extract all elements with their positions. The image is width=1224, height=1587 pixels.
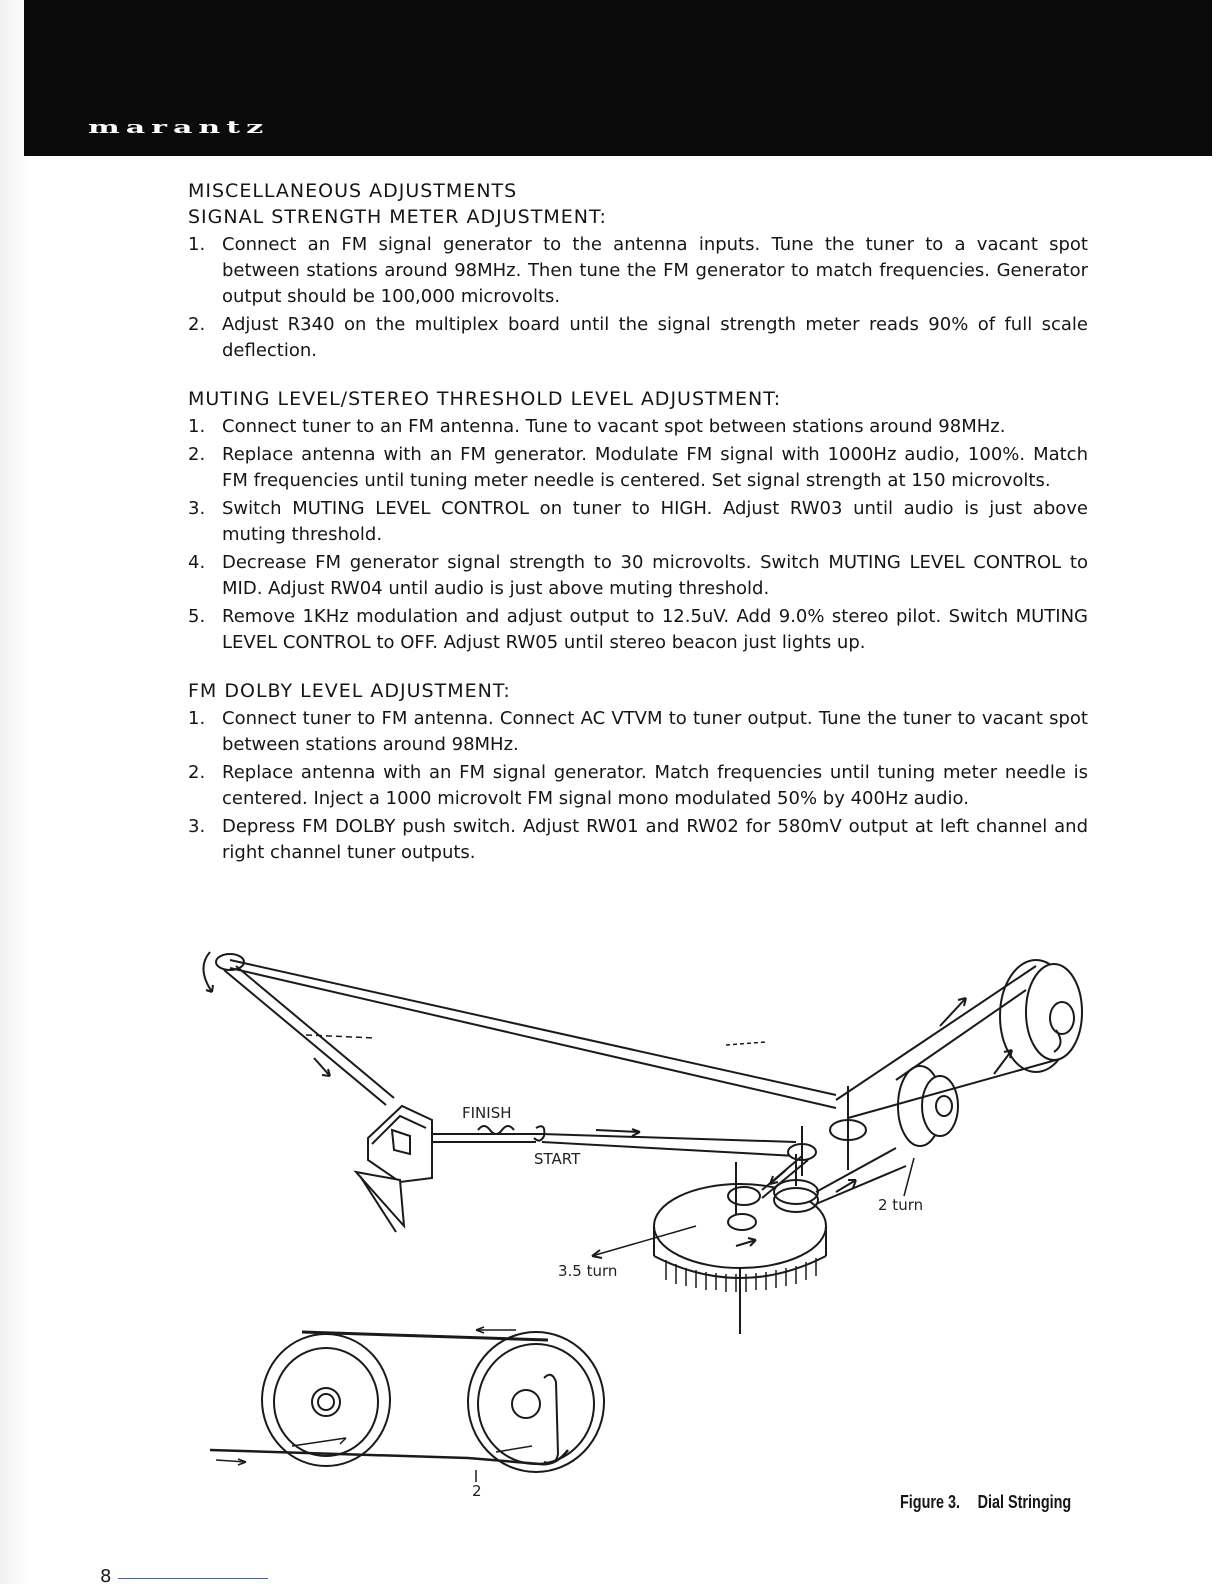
- item-number: 1.: [188, 234, 206, 255]
- two-label: 2: [472, 1482, 482, 1500]
- dial-drum: [1000, 960, 1082, 1072]
- step-list: [188, 232, 1088, 364]
- list-item: [188, 496, 1088, 548]
- marantz-logo: marantz: [88, 118, 270, 138]
- flywheel-pulley: [728, 1162, 760, 1230]
- dial-stringing-figure: [196, 930, 1116, 1530]
- section-heading: MISCELLANEOUS ADJUSTMENTS: [188, 180, 518, 202]
- item-text: Connect an FM signal generator to the antenna inputs. Tune the tuner to a vacant spot between stations around 98MHz. Then tune the FM generator to match frequencies. Generator output should be 100,000 microvolts.: [222, 234, 1088, 307]
- section-signal-strength: [188, 178, 1088, 364]
- item-number: 1.: [188, 708, 206, 729]
- item-number: 4.: [188, 552, 206, 573]
- flywheel: [654, 1184, 826, 1334]
- scan-edge: [0, 0, 30, 1584]
- three-five-turn-label: 3.5 turn: [558, 1262, 618, 1280]
- reel-inset: [210, 1327, 604, 1482]
- item-text: Depress FM DOLBY push switch. Adjust RW01 and RW02 for 580mV output at left channel and right channel tuner outputs.: [222, 816, 1088, 863]
- section-muting-level: [188, 386, 1088, 656]
- list-item: [188, 414, 1088, 440]
- arrow-left-string: [314, 1058, 330, 1076]
- section-heading: FM DOLBY LEVEL ADJUSTMENT:: [188, 680, 511, 702]
- item-number: 2.: [188, 314, 206, 335]
- step-list: [188, 706, 1088, 866]
- idler-pulley: [788, 1126, 816, 1176]
- item-text: Replace antenna with an FM signal generator. Match frequencies until tuning meter needle is centered. Inject a 1000 microvolt FM signal mono modulated 50% by 400Hz audio.: [222, 762, 1088, 809]
- figure-number: Figure 3.: [900, 1492, 961, 1512]
- figure-title: Dial Stringing: [977, 1492, 1072, 1512]
- figure-caption: [900, 1492, 1089, 1513]
- section-fm-dolby: [188, 678, 1088, 866]
- list-item: [188, 814, 1088, 866]
- section-subheading: SIGNAL STRENGTH METER ADJUSTMENT:: [188, 206, 607, 228]
- section-heading: MUTING LEVEL/STEREO THRESHOLD LEVEL ADJUSTMENT:: [188, 388, 782, 410]
- idler-pulley: [830, 1086, 866, 1170]
- list-item: [188, 550, 1088, 602]
- item-number: 2.: [188, 444, 206, 465]
- footer-rule: [118, 1578, 268, 1579]
- finish-label: FINISH: [462, 1104, 512, 1122]
- corner-pulley: [203, 952, 244, 992]
- dial-pointer: [356, 1106, 542, 1232]
- dash-mark: [726, 1042, 766, 1045]
- dash-mark: [306, 1035, 376, 1038]
- list-item: [188, 706, 1088, 758]
- dial-string-top: [230, 960, 836, 1108]
- arrow-drum: [994, 1050, 1012, 1074]
- step-list: [188, 414, 1088, 656]
- header-band: [24, 0, 1212, 156]
- item-text: Connect tuner to an FM antenna. Tune to vacant spot between stations around 98MHz.: [222, 416, 1006, 437]
- item-number: 2.: [188, 762, 206, 783]
- item-text: Remove 1KHz modulation and adjust output to 12.5uV. Add 9.0% stereo pilot. Switch MUTING LEVEL CONTROL to OFF. Adjust RW05 until stereo beacon just lights up.: [222, 606, 1088, 653]
- list-item: [188, 312, 1088, 364]
- item-number: 5.: [188, 606, 206, 627]
- start-label: START: [534, 1150, 581, 1168]
- item-text: Replace antenna with an FM generator. Modulate FM signal with 1000Hz audio, 100%. Match FM frequencies until tuning meter needle is centered. Set signal strength at 150 microvolts.: [222, 444, 1088, 491]
- list-item: [188, 232, 1088, 310]
- two-turn-label: 2 turn: [878, 1196, 924, 1214]
- item-number: 1.: [188, 416, 206, 437]
- list-item: [188, 442, 1088, 494]
- dial-stringing-diagram: [196, 930, 1116, 1530]
- list-item: [188, 760, 1088, 812]
- item-text: Adjust R340 on the multiplex board until the signal strength meter reads 90% of full scale deflection.: [222, 314, 1088, 361]
- item-number: 3.: [188, 816, 206, 837]
- item-text: Switch MUTING LEVEL CONTROL on tuner to HIGH. Adjust RW03 until audio is just above muting threshold.: [222, 498, 1088, 545]
- item-text: Decrease FM generator signal strength to 30 microvolts. Switch MUTING LEVEL CONTROL to MID. Adjust RW04 until audio is just above muting threshold.: [222, 552, 1088, 599]
- document-body: [188, 178, 1088, 888]
- item-number: 3.: [188, 498, 206, 519]
- list-item: [188, 604, 1088, 656]
- leader-two-turn: [904, 1158, 914, 1196]
- arrow-flywheel: [836, 1180, 856, 1192]
- page-number: 8: [100, 1566, 112, 1587]
- tuning-shaft-pulley: [898, 1066, 958, 1146]
- item-text: Connect tuner to FM antenna. Connect AC VTVM to tuner output. Tune the tuner to vacant spot between stations around 98MHz.: [222, 708, 1088, 755]
